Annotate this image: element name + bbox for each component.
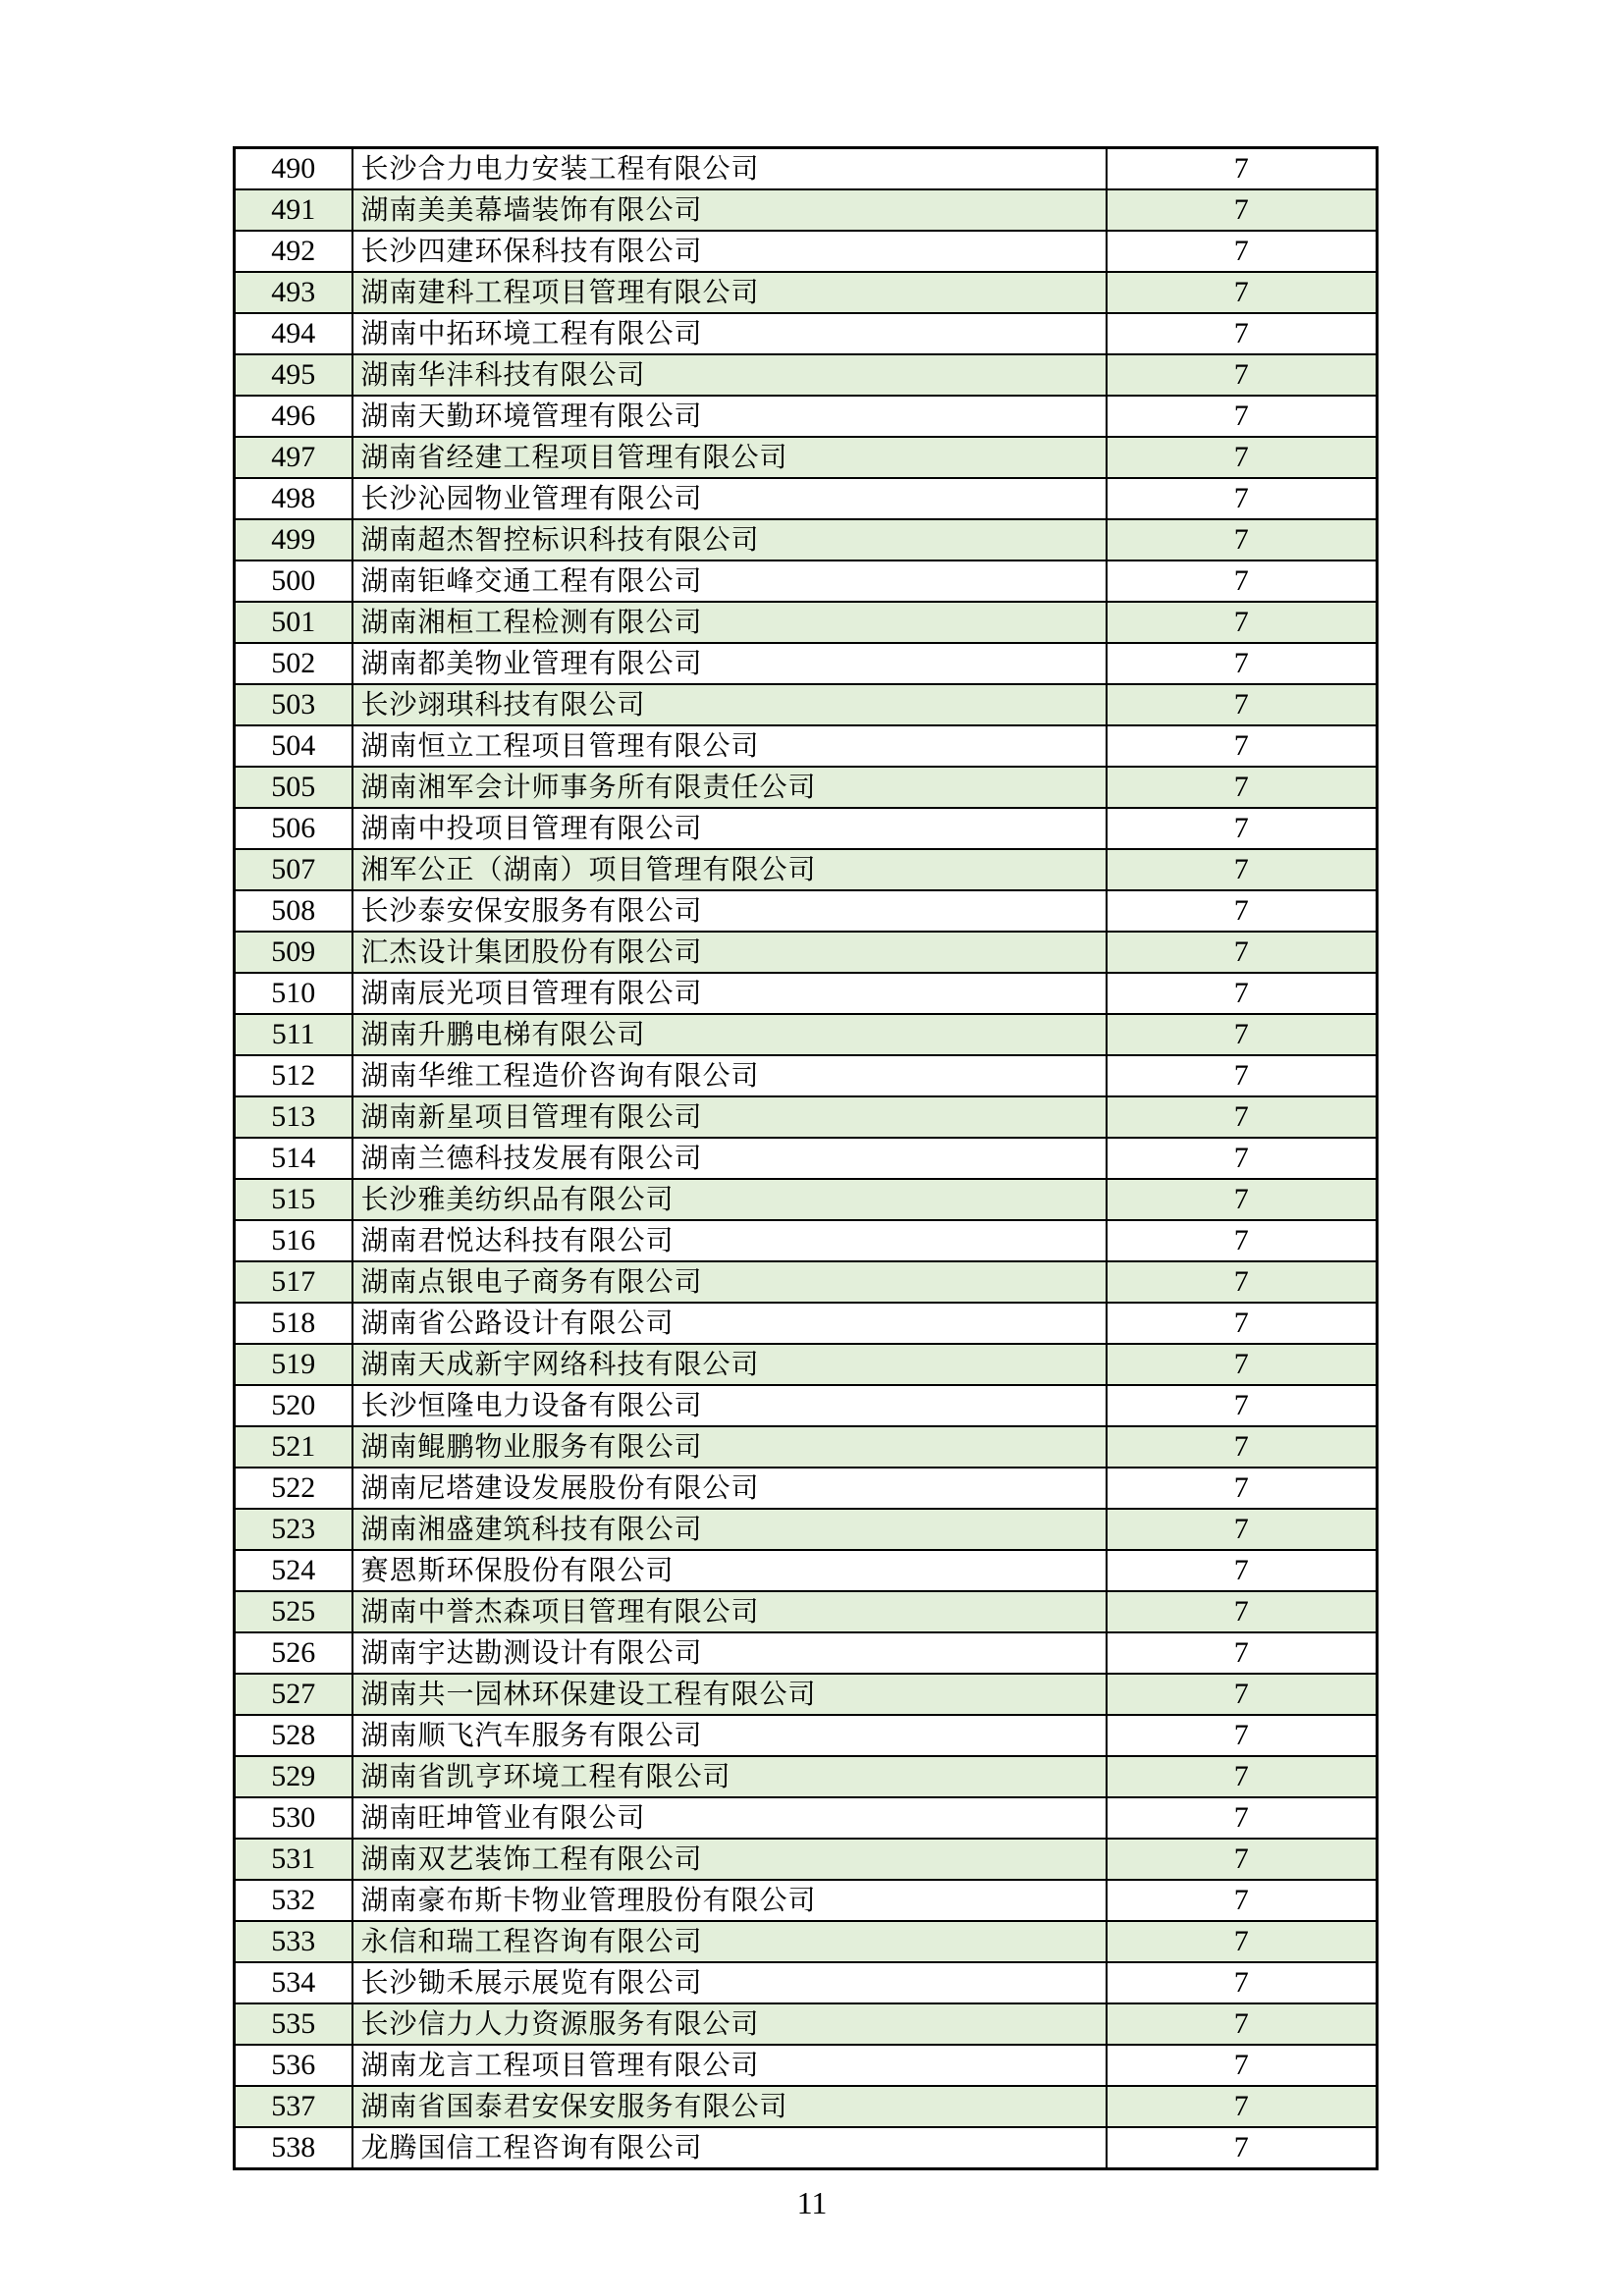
- table-row: [235, 1426, 1378, 1468]
- company-name-cell: 湖南省公路设计有限公司: [352, 1303, 1107, 1344]
- table-row: [235, 1715, 1378, 1756]
- table-row: [235, 684, 1378, 725]
- row-number-cell: 502: [235, 643, 352, 684]
- company-name-cell: 长沙沁园物业管理有限公司: [352, 478, 1107, 519]
- row-number-cell: 506: [235, 808, 352, 849]
- row-number-cell: 519: [235, 1344, 352, 1385]
- table-row: [235, 2127, 1378, 2169]
- score-cell: 7: [1107, 1756, 1378, 1797]
- company-name-cell: 湘军公正（湖南）项目管理有限公司: [352, 849, 1107, 890]
- company-name-cell: 湖南省凯亨环境工程有限公司: [352, 1756, 1107, 1797]
- score-cell: 7: [1107, 725, 1378, 767]
- row-number-cell: 508: [235, 890, 352, 932]
- score-cell: 7: [1107, 437, 1378, 478]
- score-cell: 7: [1107, 2045, 1378, 2086]
- company-name-cell: 湖南辰光项目管理有限公司: [352, 973, 1107, 1014]
- row-number-cell: 494: [235, 313, 352, 354]
- table-row: [235, 189, 1378, 231]
- table-row: [235, 808, 1378, 849]
- company-name-cell: 湖南省国泰君安保安服务有限公司: [352, 2086, 1107, 2127]
- score-cell: 7: [1107, 396, 1378, 437]
- table-row: [235, 1055, 1378, 1096]
- score-cell: 7: [1107, 1014, 1378, 1055]
- company-name-cell: 湖南龙言工程项目管理有限公司: [352, 2045, 1107, 2086]
- row-number-cell: 498: [235, 478, 352, 519]
- score-cell: 7: [1107, 932, 1378, 973]
- score-cell: 7: [1107, 973, 1378, 1014]
- company-name-cell: 湖南恒立工程项目管理有限公司: [352, 725, 1107, 767]
- company-name-cell: 长沙泰安保安服务有限公司: [352, 890, 1107, 932]
- score-cell: 7: [1107, 1303, 1378, 1344]
- table-row: [235, 1509, 1378, 1550]
- table-row: [235, 1550, 1378, 1591]
- score-cell: 7: [1107, 849, 1378, 890]
- row-number-cell: 520: [235, 1385, 352, 1426]
- row-number-cell: 496: [235, 396, 352, 437]
- company-name-cell: 湖南豪布斯卡物业管理股份有限公司: [352, 1880, 1107, 1921]
- company-name-cell: 湖南建科工程项目管理有限公司: [352, 272, 1107, 313]
- table-row: [235, 478, 1378, 519]
- row-number-cell: 529: [235, 1756, 352, 1797]
- table-row: [235, 1880, 1378, 1921]
- table-row: [235, 1303, 1378, 1344]
- company-name-cell: 湖南中拓环境工程有限公司: [352, 313, 1107, 354]
- score-cell: 7: [1107, 1261, 1378, 1303]
- company-name-cell: 赛恩斯环保股份有限公司: [352, 1550, 1107, 1591]
- table-row: [235, 1179, 1378, 1220]
- table-row: [235, 313, 1378, 354]
- company-name-cell: 湖南中投项目管理有限公司: [352, 808, 1107, 849]
- row-number-cell: 535: [235, 2003, 352, 2045]
- row-number-cell: 491: [235, 189, 352, 231]
- score-cell: 7: [1107, 1385, 1378, 1426]
- table-row: [235, 1344, 1378, 1385]
- table-row: [235, 1839, 1378, 1880]
- row-number-cell: 504: [235, 725, 352, 767]
- table-row: [235, 1962, 1378, 2003]
- score-cell: 7: [1107, 1632, 1378, 1674]
- score-cell: 7: [1107, 602, 1378, 643]
- company-name-cell: 湖南尼塔建设发展股份有限公司: [352, 1468, 1107, 1509]
- company-name-cell: 湖南升鹏电梯有限公司: [352, 1014, 1107, 1055]
- company-name-cell: 湖南鲲鹏物业服务有限公司: [352, 1426, 1107, 1468]
- score-cell: 7: [1107, 643, 1378, 684]
- row-number-cell: 493: [235, 272, 352, 313]
- row-number-cell: 530: [235, 1797, 352, 1839]
- score-cell: 7: [1107, 684, 1378, 725]
- score-cell: 7: [1107, 1591, 1378, 1632]
- table-row: [235, 2003, 1378, 2045]
- table-row: [235, 396, 1378, 437]
- company-name-cell: 长沙翊琪科技有限公司: [352, 684, 1107, 725]
- table-row: [235, 1096, 1378, 1138]
- company-name-cell: 湖南超杰智控标识科技有限公司: [352, 519, 1107, 561]
- company-name-cell: 湖南双艺装饰工程有限公司: [352, 1839, 1107, 1880]
- score-cell: 7: [1107, 148, 1378, 190]
- table-row: [235, 1468, 1378, 1509]
- score-cell: 7: [1107, 1509, 1378, 1550]
- table-row: [235, 1921, 1378, 1962]
- row-number-cell: 499: [235, 519, 352, 561]
- score-cell: 7: [1107, 354, 1378, 396]
- row-number-cell: 513: [235, 1096, 352, 1138]
- row-number-cell: 515: [235, 1179, 352, 1220]
- table-row: [235, 437, 1378, 478]
- score-cell: 7: [1107, 2127, 1378, 2169]
- table-row: [235, 1756, 1378, 1797]
- score-cell: 7: [1107, 1055, 1378, 1096]
- company-table-container: [233, 146, 1376, 2170]
- company-name-cell: 湖南新星项目管理有限公司: [352, 1096, 1107, 1138]
- row-number-cell: 538: [235, 2127, 352, 2169]
- table-row: [235, 1632, 1378, 1674]
- score-cell: 7: [1107, 1797, 1378, 1839]
- company-name-cell: 长沙锄禾展示展览有限公司: [352, 1962, 1107, 2003]
- row-number-cell: 516: [235, 1220, 352, 1261]
- row-number-cell: 490: [235, 148, 352, 190]
- row-number-cell: 537: [235, 2086, 352, 2127]
- score-cell: 7: [1107, 1839, 1378, 1880]
- table-row: [235, 1674, 1378, 1715]
- company-name-cell: 长沙恒隆电力设备有限公司: [352, 1385, 1107, 1426]
- row-number-cell: 517: [235, 1261, 352, 1303]
- table-row: [235, 1797, 1378, 1839]
- company-name-cell: 长沙信力人力资源服务有限公司: [352, 2003, 1107, 2045]
- row-number-cell: 507: [235, 849, 352, 890]
- score-cell: 7: [1107, 1468, 1378, 1509]
- table-body: [235, 148, 1378, 2169]
- row-number-cell: 501: [235, 602, 352, 643]
- company-name-cell: 龙腾国信工程咨询有限公司: [352, 2127, 1107, 2169]
- company-name-cell: 长沙雅美纺织品有限公司: [352, 1179, 1107, 1220]
- company-name-cell: 湖南顺飞汽车服务有限公司: [352, 1715, 1107, 1756]
- company-name-cell: 湖南省经建工程项目管理有限公司: [352, 437, 1107, 478]
- company-name-cell: 湖南天勤环境管理有限公司: [352, 396, 1107, 437]
- table-row: [235, 272, 1378, 313]
- score-cell: 7: [1107, 1426, 1378, 1468]
- company-name-cell: 湖南湘盛建筑科技有限公司: [352, 1509, 1107, 1550]
- table-row: [235, 1591, 1378, 1632]
- table-row: [235, 725, 1378, 767]
- table-row: [235, 1220, 1378, 1261]
- table-row: [235, 890, 1378, 932]
- score-cell: 7: [1107, 1550, 1378, 1591]
- score-cell: 7: [1107, 272, 1378, 313]
- score-cell: 7: [1107, 1096, 1378, 1138]
- company-name-cell: 湖南天成新宇网络科技有限公司: [352, 1344, 1107, 1385]
- company-name-cell: 长沙四建环保科技有限公司: [352, 231, 1107, 272]
- score-cell: 7: [1107, 189, 1378, 231]
- table-row: [235, 1138, 1378, 1179]
- score-cell: 7: [1107, 1962, 1378, 2003]
- row-number-cell: 500: [235, 561, 352, 602]
- company-name-cell: 湖南钜峰交通工程有限公司: [352, 561, 1107, 602]
- company-name-cell: 湖南兰德科技发展有限公司: [352, 1138, 1107, 1179]
- company-name-cell: 湖南君悦达科技有限公司: [352, 1220, 1107, 1261]
- score-cell: 7: [1107, 1138, 1378, 1179]
- row-number-cell: 497: [235, 437, 352, 478]
- score-cell: 7: [1107, 1921, 1378, 1962]
- score-cell: 7: [1107, 1880, 1378, 1921]
- row-number-cell: 505: [235, 767, 352, 808]
- company-name-cell: 长沙合力电力安装工程有限公司: [352, 148, 1107, 190]
- row-number-cell: 523: [235, 1509, 352, 1550]
- row-number-cell: 492: [235, 231, 352, 272]
- company-name-cell: 湖南美美幕墙装饰有限公司: [352, 189, 1107, 231]
- row-number-cell: 509: [235, 932, 352, 973]
- table-row: [235, 1014, 1378, 1055]
- score-cell: 7: [1107, 767, 1378, 808]
- company-name-cell: 湖南中誉杰森项目管理有限公司: [352, 1591, 1107, 1632]
- table-row: [235, 354, 1378, 396]
- company-name-cell: 湖南点银电子商务有限公司: [352, 1261, 1107, 1303]
- score-cell: 7: [1107, 808, 1378, 849]
- score-cell: 7: [1107, 1179, 1378, 1220]
- page-number: 11: [796, 2185, 828, 2220]
- score-cell: 7: [1107, 1344, 1378, 1385]
- table-row: [235, 973, 1378, 1014]
- score-cell: 7: [1107, 561, 1378, 602]
- company-name-cell: 湖南华沣科技有限公司: [352, 354, 1107, 396]
- table-row: [235, 2086, 1378, 2127]
- row-number-cell: 503: [235, 684, 352, 725]
- row-number-cell: 533: [235, 1921, 352, 1962]
- row-number-cell: 522: [235, 1468, 352, 1509]
- row-number-cell: 518: [235, 1303, 352, 1344]
- row-number-cell: 532: [235, 1880, 352, 1921]
- row-number-cell: 527: [235, 1674, 352, 1715]
- company-score-table: [233, 146, 1379, 2170]
- table-row: [235, 231, 1378, 272]
- score-cell: 7: [1107, 231, 1378, 272]
- score-cell: 7: [1107, 2086, 1378, 2127]
- row-number-cell: 524: [235, 1550, 352, 1591]
- table-row: [235, 932, 1378, 973]
- company-name-cell: 湖南旺坤管业有限公司: [352, 1797, 1107, 1839]
- row-number-cell: 511: [235, 1014, 352, 1055]
- company-name-cell: 湖南湘军会计师事务所有限责任公司: [352, 767, 1107, 808]
- table-row: [235, 148, 1378, 190]
- row-number-cell: 528: [235, 1715, 352, 1756]
- score-cell: 7: [1107, 519, 1378, 561]
- row-number-cell: 495: [235, 354, 352, 396]
- score-cell: 7: [1107, 2003, 1378, 2045]
- company-name-cell: 湖南宇达勘测设计有限公司: [352, 1632, 1107, 1674]
- row-number-cell: 521: [235, 1426, 352, 1468]
- company-name-cell: 湖南共一园林环保建设工程有限公司: [352, 1674, 1107, 1715]
- table-row: [235, 643, 1378, 684]
- company-name-cell: 湖南都美物业管理有限公司: [352, 643, 1107, 684]
- score-cell: 7: [1107, 478, 1378, 519]
- table-row: [235, 849, 1378, 890]
- row-number-cell: 526: [235, 1632, 352, 1674]
- row-number-cell: 531: [235, 1839, 352, 1880]
- score-cell: 7: [1107, 313, 1378, 354]
- company-name-cell: 湖南湘桓工程检测有限公司: [352, 602, 1107, 643]
- score-cell: 7: [1107, 890, 1378, 932]
- company-name-cell: 永信和瑞工程咨询有限公司: [352, 1921, 1107, 1962]
- row-number-cell: 514: [235, 1138, 352, 1179]
- table-row: [235, 561, 1378, 602]
- row-number-cell: 510: [235, 973, 352, 1014]
- table-row: [235, 2045, 1378, 2086]
- row-number-cell: 536: [235, 2045, 352, 2086]
- table-row: [235, 602, 1378, 643]
- score-cell: 7: [1107, 1220, 1378, 1261]
- company-name-cell: 湖南华维工程造价咨询有限公司: [352, 1055, 1107, 1096]
- table-row: [235, 767, 1378, 808]
- table-row: [235, 1385, 1378, 1426]
- row-number-cell: 534: [235, 1962, 352, 2003]
- row-number-cell: 512: [235, 1055, 352, 1096]
- row-number-cell: 525: [235, 1591, 352, 1632]
- table-row: [235, 1261, 1378, 1303]
- company-name-cell: 汇杰设计集团股份有限公司: [352, 932, 1107, 973]
- score-cell: 7: [1107, 1715, 1378, 1756]
- table-row: [235, 519, 1378, 561]
- score-cell: 7: [1107, 1674, 1378, 1715]
